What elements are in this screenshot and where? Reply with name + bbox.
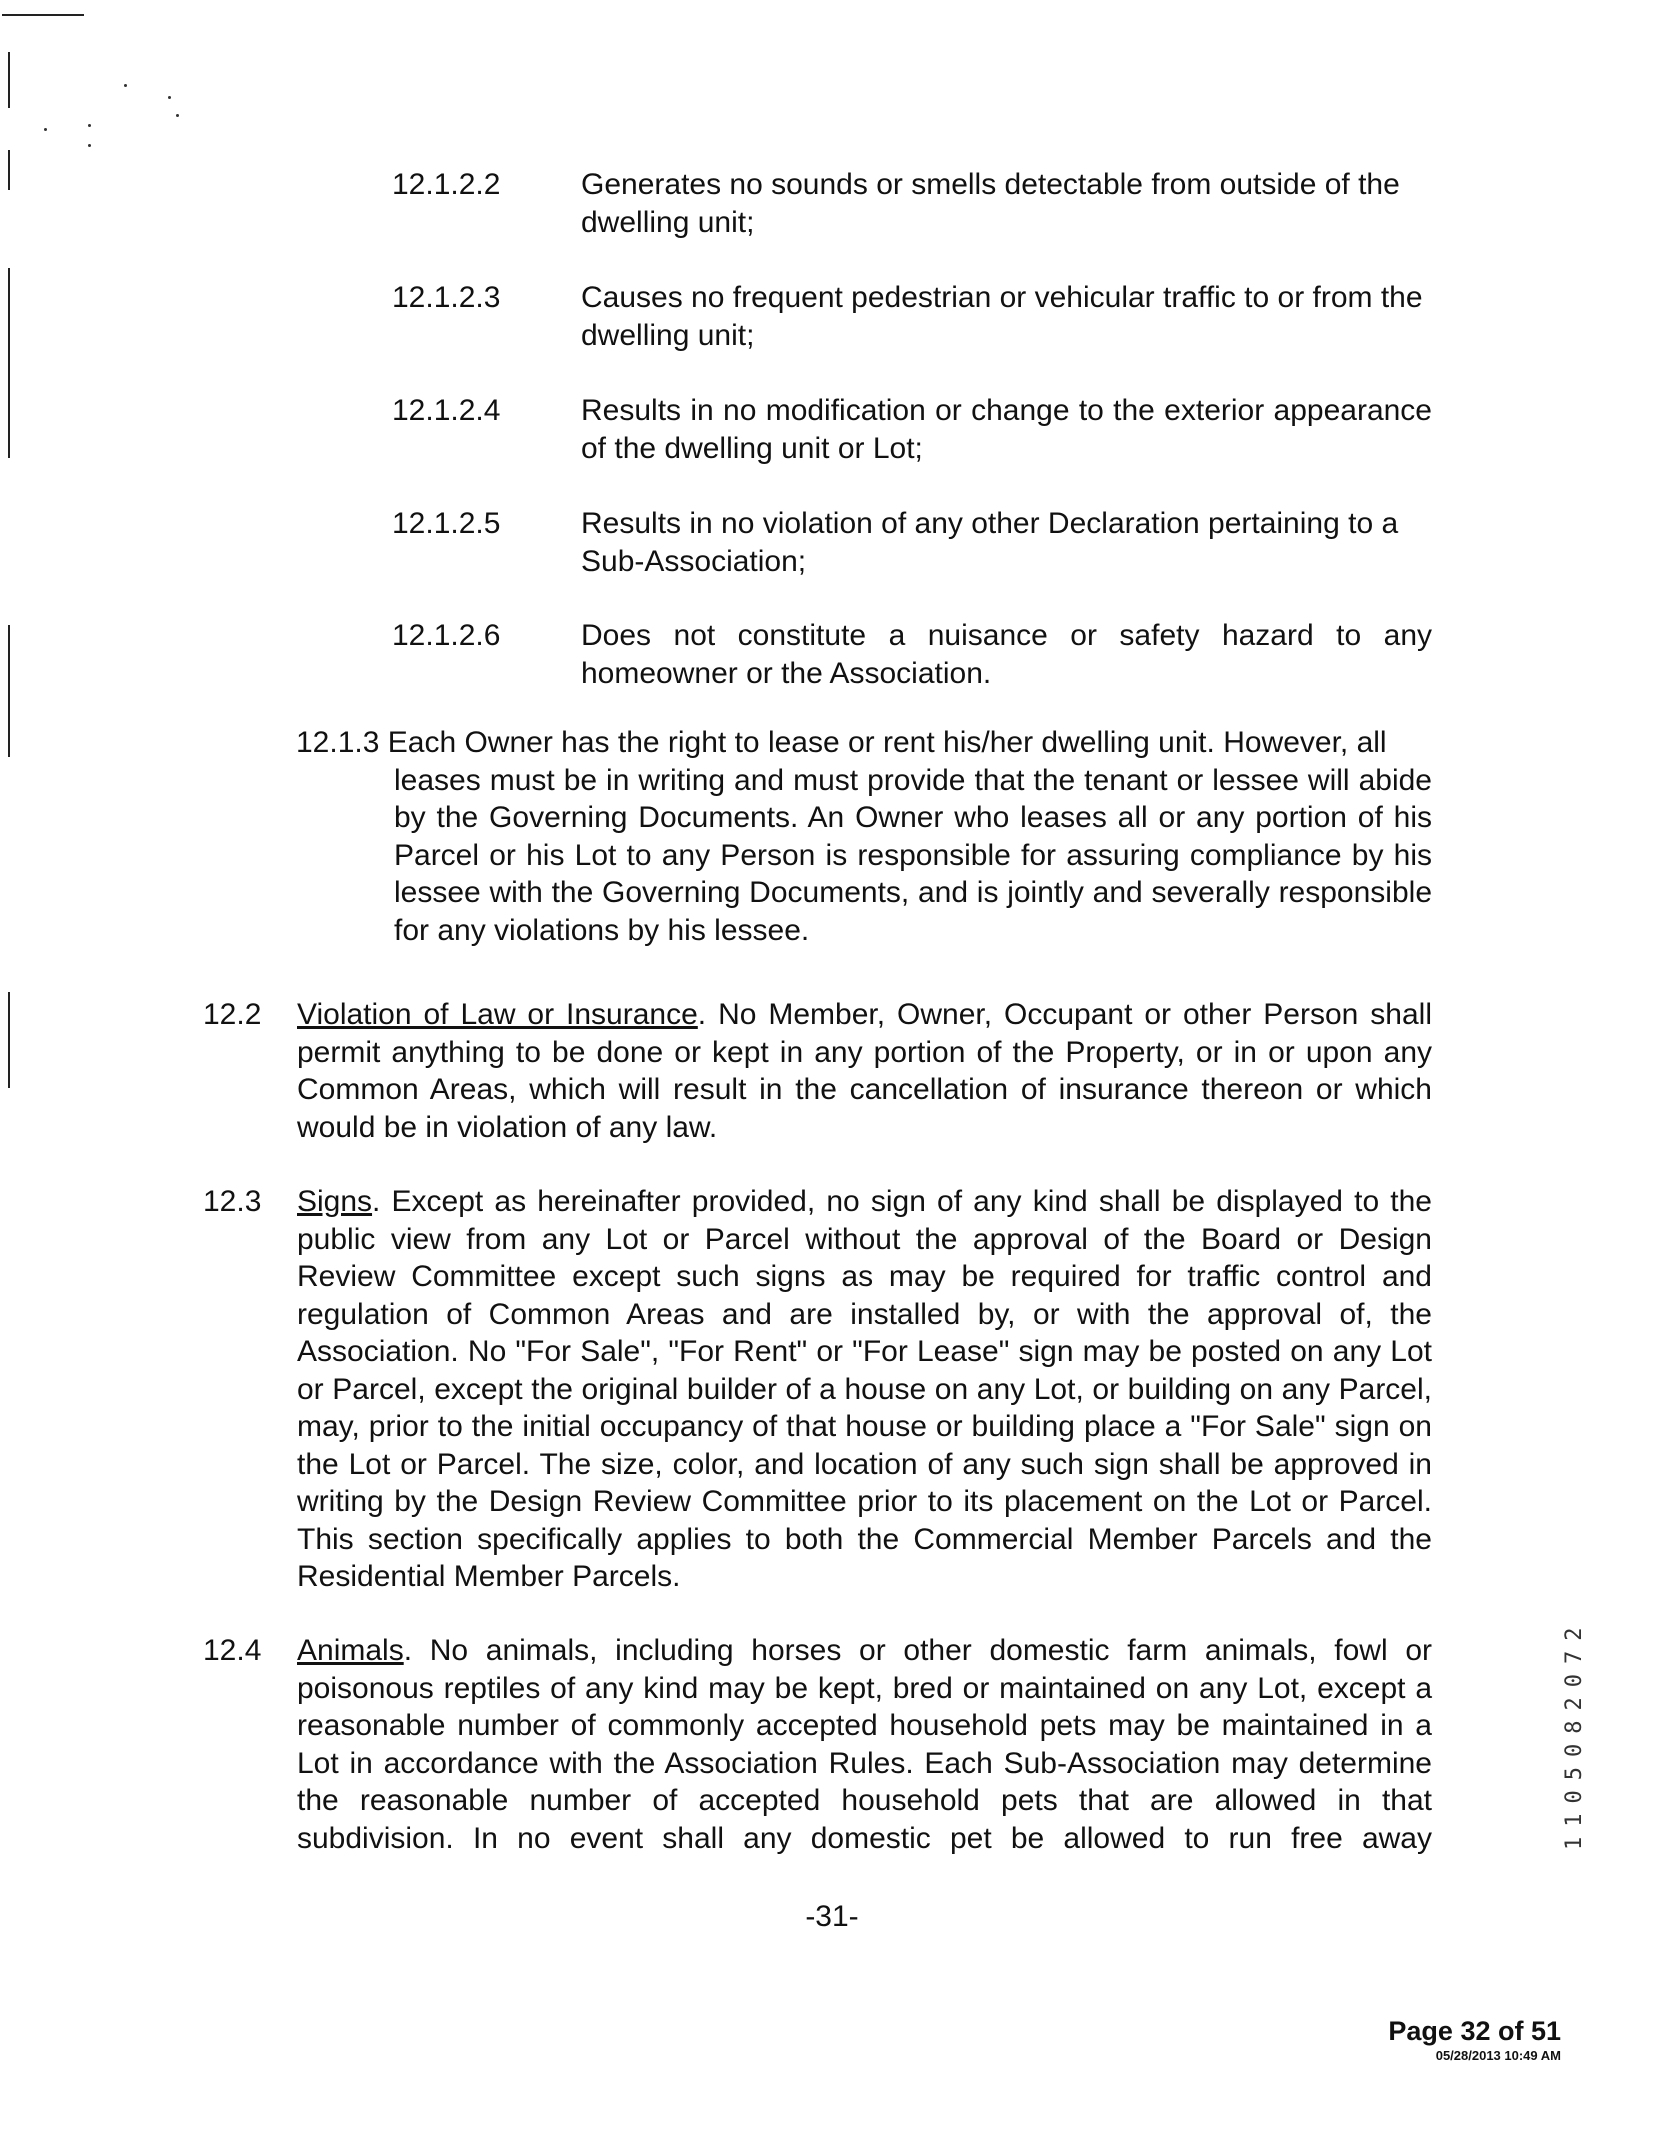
scan-dot	[88, 144, 91, 147]
subitem	[392, 617, 1432, 697]
subitem-text: Generates no sounds or smells detectable from outside of the dwelling unit;	[581, 168, 1400, 239]
section-heading: Animals	[297, 1634, 404, 1667]
scan-mark-top	[2, 14, 84, 16]
subitem	[392, 279, 1432, 359]
scan-mark-left-1	[8, 52, 10, 108]
subitem-text: Results in no violation of any other Declaration pertaining to a Sub-Association;	[581, 507, 1399, 578]
section-text: . Except as hereinafter provided, no sign of any kind shall be displayed to the public view from any Lot or Parcel without the approval of the Board or Design Review Committee except such signs as may be required for traffic control and regulation of Common Areas and are installed by, or with the approval of, the Association. No "For Sale", "For Rent" or "For Lease" sign may be posted on any Lot or Parcel, except the original builder of a house on any Lot, or building on any Parcel, may, prior to the initial occupancy of that house or building place a "For Sale" sign on the Lot or Parcel. The size, color, and location of any such sign shall be approved in writing by the Design Review Committee prior to its placement on the Lot or Parcel. This section specifically applies to both the Commercial Member Parcels and the Residential Member Parcels.	[297, 1185, 1432, 1593]
scan-dot	[124, 84, 127, 87]
section-number: 12.4	[203, 1634, 262, 1667]
page-number: -31-	[805, 1900, 859, 1933]
scan-mark-left-5	[8, 992, 10, 1088]
section-heading: Violation of Law or Insurance	[297, 998, 698, 1031]
paragraph-body: leases must be in writing and must provide that the tenant or lessee will abide by the Governing Documents. An Owner who leases all or any portion of his Parcel or his Lot to any Person is responsible for assuring compliance by his lessee with the Governing Documents, and is jointly and severally responsible for any violations by his lessee.	[394, 763, 1432, 947]
section-number: 12.3	[203, 1185, 262, 1218]
scan-dot	[176, 114, 179, 117]
subitem-number: 12.1.2.2	[392, 168, 501, 201]
subitem-number: 12.1.2.3	[392, 281, 501, 314]
subitem-text: Does not constitute a nuisance or safety hazard to any homeowner or the Association.	[581, 619, 1432, 690]
recording-stamp-date: 05/28/2013 10:49 AM	[1435, 2048, 1561, 2063]
section-number: 12.2	[203, 998, 262, 1031]
paragraph-12-1-3	[296, 724, 1432, 949]
section-text: . No animals, including horses or other domestic farm animals, fowl or poisonous reptiles of any kind may be kept, bred or maintained on any Lot, except a reasonable number of commonly accepted household pets may be maintained in a Lot in accordance with the Association Rules. Each Sub-Association may determine the reasonable number of accepted household pets that are allowed in that subdivision. In no event shall any domestic pet be allowed to run free away	[297, 1634, 1432, 1855]
subitem-text: Causes no frequent pedestrian or vehicular traffic to or from the dwelling unit;	[581, 281, 1423, 352]
scan-dot	[168, 96, 171, 99]
scan-mark-left-2	[8, 150, 10, 190]
subitem-number: 12.1.2.5	[392, 507, 501, 540]
section-body	[297, 1632, 1432, 1857]
scan-mark-left-4	[8, 625, 10, 757]
section-body	[297, 996, 1432, 1146]
subitem	[392, 505, 1432, 585]
paragraph-first-line: 12.1.3 Each Owner has the right to lease or rent his/her dwelling unit. However, all	[296, 726, 1387, 759]
recording-side-number: 1105082072	[1562, 1617, 1587, 1850]
subitem	[392, 392, 1432, 472]
scan-mark-left-3	[8, 268, 10, 458]
subitem-number: 12.1.2.4	[392, 394, 501, 427]
section-heading: Signs	[297, 1185, 373, 1218]
section-body	[297, 1183, 1432, 1596]
subitem-text: Results in no modification or change to the exterior appearance of the dwelling unit or Lot;	[581, 394, 1432, 465]
scan-dot	[88, 124, 91, 127]
subitem	[392, 166, 1432, 246]
recording-stamp-page: Page 32 of 51	[1388, 2016, 1561, 2046]
subitem-number: 12.1.2.6	[392, 619, 501, 652]
section-text: . No Member, Owner, Occupant or other Person shall permit anything to be done or kept in any portion of the Property, or in or upon any Common Areas, which will result in the cancellation of insurance thereon or which would be in violation of any law.	[297, 998, 1432, 1144]
scan-dot	[44, 128, 47, 131]
